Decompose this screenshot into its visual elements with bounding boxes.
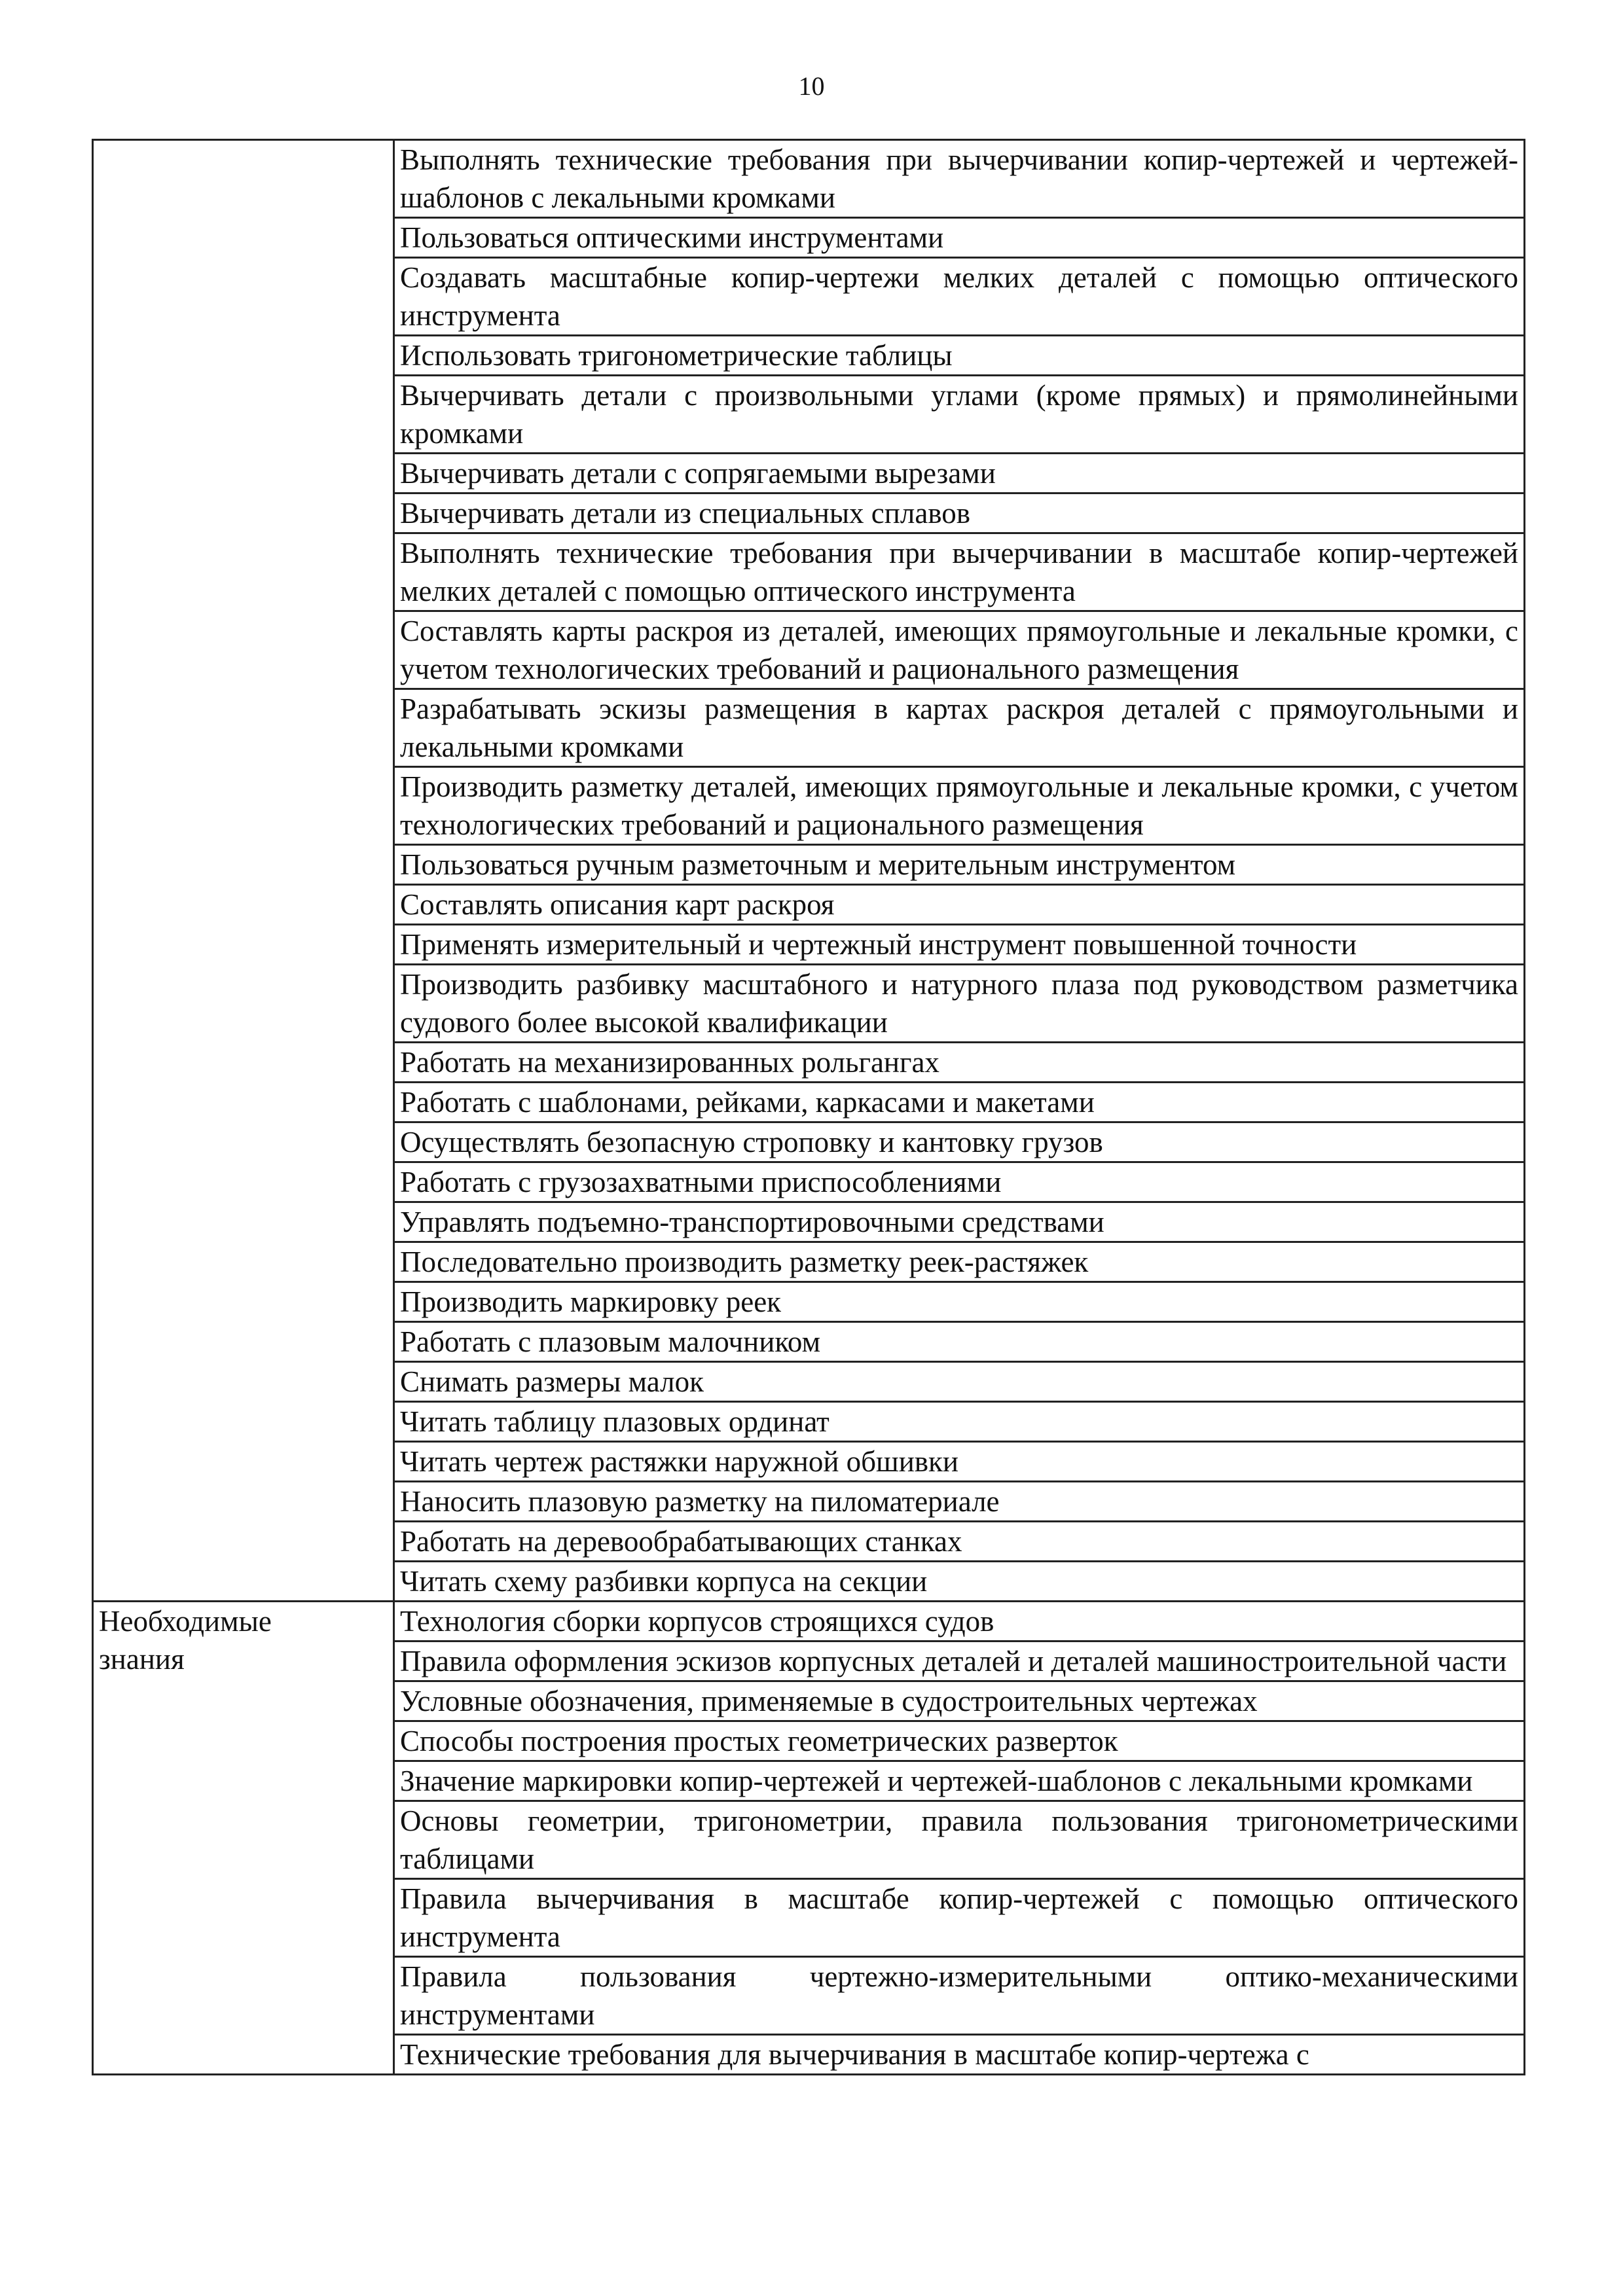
skill-item: Осуществлять безопасную строповку и кантовку грузов (394, 1122, 1525, 1162)
competency-table (92, 139, 1525, 2075)
skill-item: Выполнять технические требования при вычерчивании копир-чертежей и чертежей-шаблонов с лекальными кромками (394, 140, 1525, 218)
knowledge-item: Условные обозначения, применяемые в судостроительных чертежах (394, 1681, 1525, 1721)
knowledge-item: Правила оформления эскизов корпусных деталей и деталей машиностроительной части (394, 1641, 1525, 1681)
knowledge-label-cell (93, 1602, 394, 2075)
skill-item: Разрабатывать эскизы размещения в картах раскроя деталей с прямоугольными и лекальными кромками (394, 689, 1525, 767)
skill-item: Производить маркировку реек (394, 1282, 1525, 1322)
skill-item: Вычерчивать детали с сопрягаемыми вырезами (394, 454, 1525, 493)
skill-item: Наносить плазовую разметку на пиломатериале (394, 1482, 1525, 1522)
skill-item: Последовательно производить разметку реек-растяжек (394, 1242, 1525, 1282)
knowledge-item: Основы геометрии, тригонометрии, правила пользования тригонометрическими таблицами (394, 1801, 1525, 1879)
knowledge-item: Технология сборки корпусов строящихся судов (394, 1602, 1525, 1641)
skill-item: Выполнять технические требования при вычерчивании в масштабе копир-чертежей мелких деталей с помощью оптического инструмента (394, 533, 1525, 611)
skill-item: Работать с грузозахватными приспособлениями (394, 1162, 1525, 1202)
table-row (93, 140, 1525, 218)
page-number: 10 (798, 71, 825, 101)
skill-item: Читать таблицу плазовых ординат (394, 1402, 1525, 1442)
skill-item: Производить разбивку масштабного и натурного плаза под руководством разметчика судового более высокой квалификации (394, 965, 1525, 1043)
skill-item: Составлять карты раскроя из деталей, имеющих прямоугольные и лекальные кромки, с учетом технологических требований и рационального размещения (394, 611, 1525, 689)
knowledge-item: Правила пользования чертежно-измерительными оптико-механическими инструментами (394, 1957, 1525, 2035)
skill-item: Производить разметку деталей, имеющих прямоугольные и лекальные кромки, с учетом технологических требований и рационального размещения (394, 767, 1525, 845)
skill-item: Работать на механизированных рольгангах (394, 1043, 1525, 1083)
skills-label-cell (93, 140, 394, 1602)
knowledge-label-line2: знания (99, 1643, 185, 1676)
knowledge-label-line1: Необходимые (99, 1605, 272, 1638)
knowledge-item: Значение маркировки копир-чертежей и чертежей-шаблонов с лекальными кромками (394, 1761, 1525, 1801)
skill-item: Вычерчивать детали из специальных сплавов (394, 493, 1525, 533)
skill-item: Пользоваться оптическими инструментами (394, 218, 1525, 258)
knowledge-item: Технические требования для вычерчивания в масштабе копир-чертежа с (394, 2035, 1525, 2075)
knowledge-item: Правила вычерчивания в масштабе копир-чертежей с помощью оптического инструмента (394, 1879, 1525, 1957)
skill-item: Работать с плазовым малочником (394, 1322, 1525, 1362)
skill-item: Составлять описания карт раскроя (394, 885, 1525, 925)
skill-item: Читать схему разбивки корпуса на секции (394, 1562, 1525, 1602)
table-row (93, 1602, 1525, 1641)
skill-item: Использовать тригонометрические таблицы (394, 336, 1525, 376)
skill-item: Управлять подъемно-транспортировочными средствами (394, 1202, 1525, 1242)
skill-item: Пользоваться ручным разметочным и мерительным инструментом (394, 845, 1525, 885)
skill-item: Применять измерительный и чертежный инструмент повышенной точности (394, 925, 1525, 965)
skill-item: Создавать масштабные копир-чертежи мелких деталей с помощью оптического инструмента (394, 258, 1525, 336)
skill-item: Вычерчивать детали с произвольными углами (кроме прямых) и прямолинейными кромками (394, 376, 1525, 454)
skill-item: Работать на деревообрабатывающих станках (394, 1522, 1525, 1562)
skill-item: Читать чертеж растяжки наружной обшивки (394, 1442, 1525, 1482)
skill-item: Снимать размеры малок (394, 1362, 1525, 1402)
knowledge-item: Способы построения простых геометрических разверток (394, 1721, 1525, 1761)
skill-item: Работать с шаблонами, рейками, каркасами и макетами (394, 1083, 1525, 1122)
